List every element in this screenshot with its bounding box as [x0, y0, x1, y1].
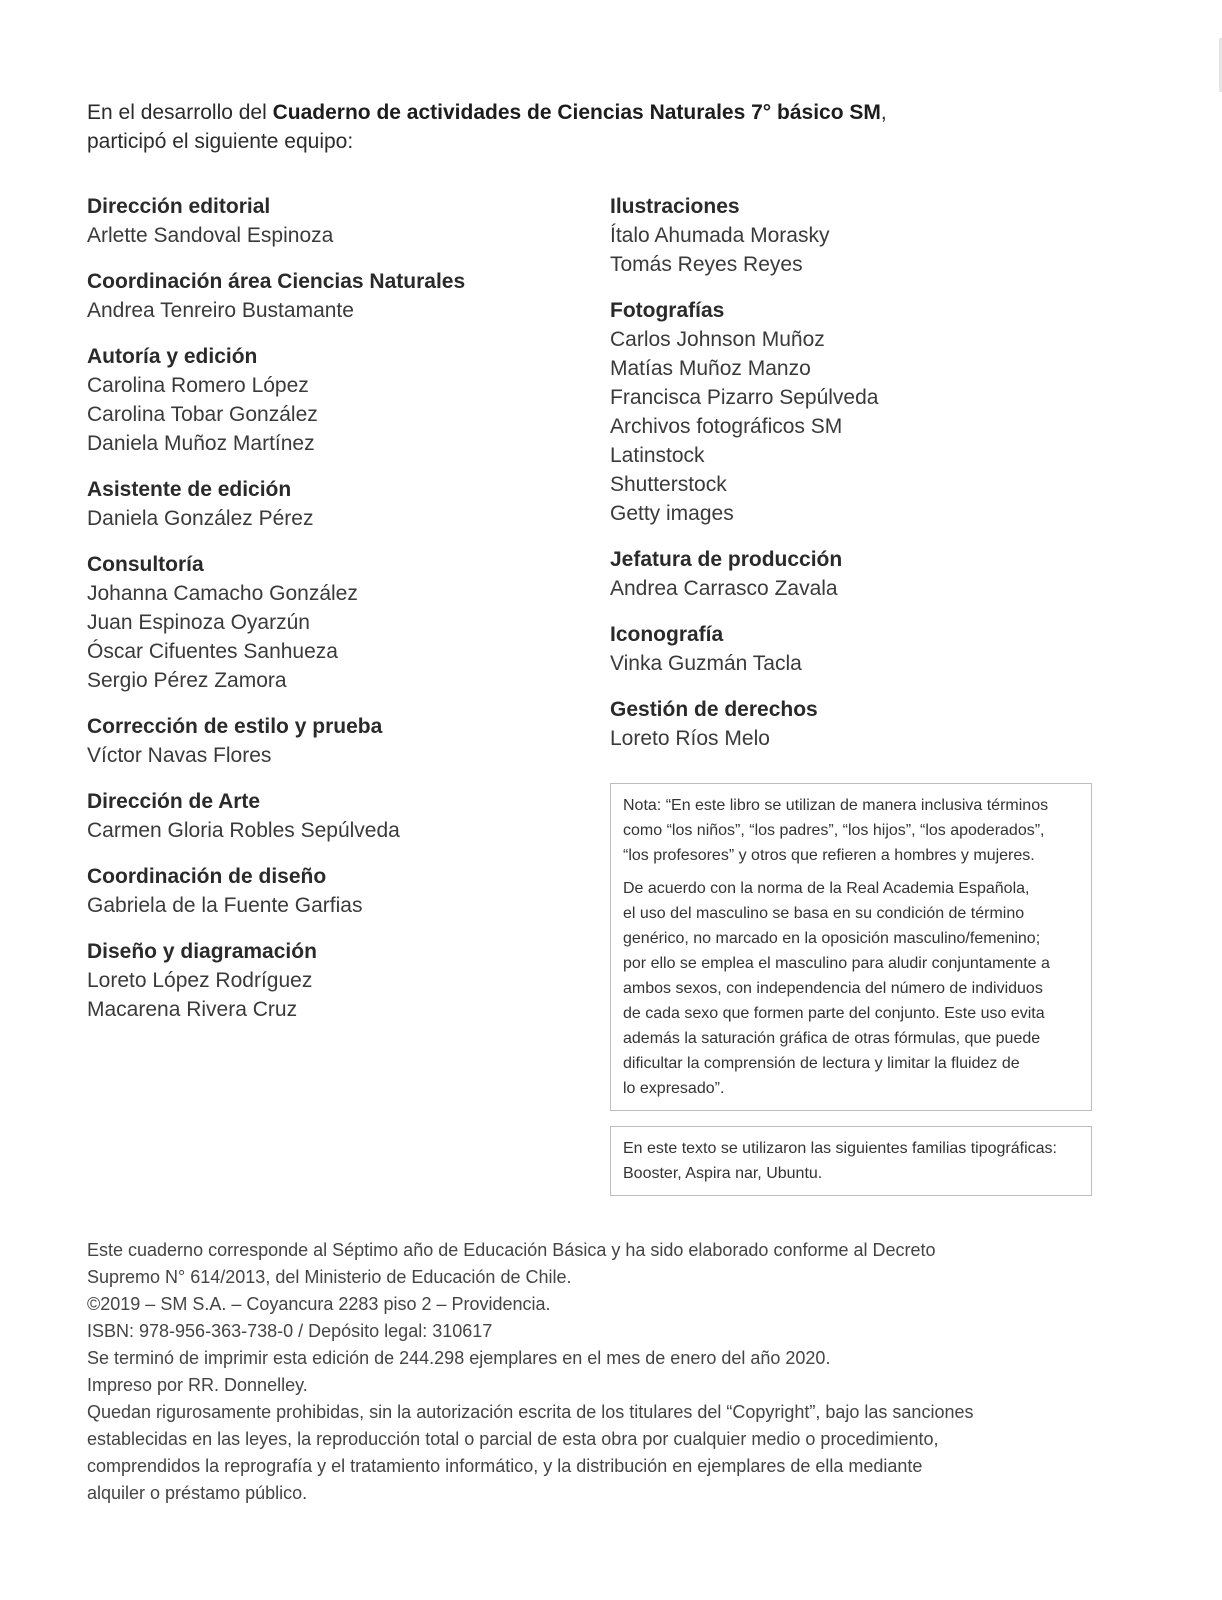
credits-right-column	[610, 192, 1110, 770]
credit-section	[87, 937, 567, 1024]
credit-role-title: Autoría y edición	[87, 345, 258, 368]
typography-line: Booster, Aspira nar, Ubuntu.	[623, 1165, 823, 1182]
credit-section	[610, 296, 1110, 528]
legal-line: Quedan rigurosamente prohibidas, sin la autorización escrita de los titulares del “Copyright”, bajo las sanciones	[87, 1402, 974, 1422]
intro-line-1	[87, 98, 947, 127]
intro-prefix: En el desarrollo del	[87, 101, 273, 124]
credit-role-title: Gestión de derechos	[610, 698, 818, 721]
credit-section	[610, 620, 1110, 678]
credit-person-name: Tomás Reyes Reyes	[610, 253, 803, 276]
credit-role-title: Corrección de estilo y prueba	[87, 715, 383, 738]
intro-paragraph	[87, 98, 947, 156]
credit-person-name: Daniela Muñoz Martínez	[87, 432, 315, 455]
credit-person-name: Shutterstock	[610, 473, 727, 496]
credit-role-title: Dirección editorial	[87, 195, 271, 218]
legal-line: alquiler o préstamo público.	[87, 1483, 308, 1503]
credit-section	[87, 267, 567, 325]
legal-line: Este cuaderno corresponde al Séptimo año de Educación Básica y ha sido elaborado conforme al Decreto	[87, 1240, 936, 1260]
credit-section	[87, 192, 567, 250]
credit-person-name: Matías Muñoz Manzo	[610, 357, 811, 380]
credit-section	[87, 342, 567, 458]
credit-person-name: Loreto Ríos Melo	[610, 727, 770, 750]
credit-person-name: Carmen Gloria Robles Sepúlveda	[87, 819, 400, 842]
credit-section	[610, 695, 1110, 753]
credit-role-title: Ilustraciones	[610, 195, 740, 218]
note-line: dificultar la comprensión de lectura y limitar la fluidez de	[623, 1055, 1020, 1072]
note-line: como “los niños”, “los padres”, “los hijos”, “los apoderados”,	[623, 822, 1045, 839]
credit-role-title: Coordinación de diseño	[87, 865, 327, 888]
credit-person-name: Sergio Pérez Zamora	[87, 669, 287, 692]
credit-section	[87, 550, 567, 695]
credit-role-title: Iconografía	[610, 623, 724, 646]
credit-person-name: Andrea Tenreiro Bustamante	[87, 299, 354, 322]
credit-person-name: Óscar Cifuentes Sanhueza	[87, 640, 338, 663]
credit-role-title: Consultoría	[87, 553, 204, 576]
intro-line-2: participó el siguiente equipo:	[87, 130, 354, 153]
legal-line: establecidas en las leyes, la reproducción total o parcial de esta obra por cualquier medio o procedimiento,	[87, 1429, 939, 1449]
note-paragraph	[623, 876, 1079, 1101]
credit-person-name: Francisca Pizarro Sepúlveda	[610, 386, 879, 409]
note-line: de cada sexo que formen parte del conjunto. Este uso evita	[623, 1005, 1045, 1022]
credit-person-name: Carolina Tobar González	[87, 403, 318, 426]
credit-section	[610, 192, 1110, 279]
credit-person-name: Arlette Sandoval Espinoza	[87, 224, 334, 247]
credit-role-title: Asistente de edición	[87, 478, 292, 501]
legal-line: Impreso por RR. Donnelley.	[87, 1375, 308, 1395]
credit-section	[87, 475, 567, 533]
note-line: lo expresado”.	[623, 1080, 725, 1097]
legal-line: Se terminó de imprimir esta edición de 244.298 ejemplares en el mes de enero del año 2020.	[87, 1348, 831, 1368]
credit-section	[87, 712, 567, 770]
note-paragraph	[623, 793, 1079, 868]
credit-person-name: Loreto López Rodríguez	[87, 969, 313, 992]
credit-person-name: Vinka Guzmán Tacla	[610, 652, 802, 675]
credit-person-name: Carolina Romero López	[87, 374, 309, 397]
note-line: Nota: “En este libro se utilizan de manera inclusiva términos	[623, 797, 1049, 814]
credit-person-name: Víctor Navas Flores	[87, 744, 272, 767]
credit-person-name: Carlos Johnson Muñoz	[610, 328, 825, 351]
credit-role-title: Coordinación área Ciencias Naturales	[87, 270, 466, 293]
credit-role-title: Jefatura de producción	[610, 548, 843, 571]
credit-role-title: Dirección de Arte	[87, 790, 261, 813]
credit-person-name: Johanna Camacho González	[87, 582, 358, 605]
typography-note	[610, 1126, 1092, 1196]
note-line: el uso del masculino se basa en su condición de término	[623, 905, 1025, 922]
credit-section	[610, 545, 1110, 603]
note-line: genérico, no marcado en la oposición masculino/femenino;	[623, 930, 1041, 947]
credit-person-name: Latinstock	[610, 444, 705, 467]
legal-line: ©2019 – SM S.A. – Coyancura 2283 piso 2 – Providencia.	[87, 1294, 551, 1314]
credits-left-column	[87, 192, 567, 1041]
credit-section	[87, 787, 567, 845]
credit-person-name: Ítalo Ahumada Morasky	[610, 224, 830, 247]
note-line: por ello se emplea el masculino para aludir conjuntamente a	[623, 955, 1050, 972]
note-line: De acuerdo con la norma de la Real Academia Española,	[623, 880, 1030, 897]
credit-person-name: Juan Espinoza Oyarzún	[87, 611, 310, 634]
intro-suffix: ,	[880, 101, 887, 124]
book-title: Cuaderno de actividades de Ciencias Naturales 7° básico SM	[272, 101, 881, 124]
credit-person-name: Gabriela de la Fuente Garfias	[87, 894, 363, 917]
legal-line: comprendidos la reprografía y el tratamiento informático, y la distribución en ejemplares de ella mediante	[87, 1456, 923, 1476]
credit-person-name: Daniela González Pérez	[87, 507, 314, 530]
note-line: “los profesores” y otros que refieren a hombres y mujeres.	[623, 847, 1035, 864]
note-line: ambos sexos, con independencia del número de individuos	[623, 980, 1043, 997]
note-line: además la saturación gráfica de otras fórmulas, que puede	[623, 1030, 1041, 1047]
legal-information	[87, 1237, 1097, 1507]
inclusive-language-note	[610, 783, 1092, 1111]
credit-person-name: Archivos fotográficos SM	[610, 415, 843, 438]
credit-person-name: Macarena Rivera Cruz	[87, 998, 298, 1021]
credit-role-title: Diseño y diagramación	[87, 940, 317, 963]
credit-person-name: Getty images	[610, 502, 734, 525]
legal-line: Supremo N° 614/2013, del Ministerio de Educación de Chile.	[87, 1267, 572, 1287]
typography-line: En este texto se utilizaron las siguientes familias tipográficas:	[623, 1140, 1057, 1157]
credit-role-title: Fotografías	[610, 299, 725, 322]
credit-section	[87, 862, 567, 920]
legal-line: ISBN: 978-956-363-738-0 / Depósito legal: 310617	[87, 1321, 493, 1341]
credit-person-name: Andrea Carrasco Zavala	[610, 577, 838, 600]
